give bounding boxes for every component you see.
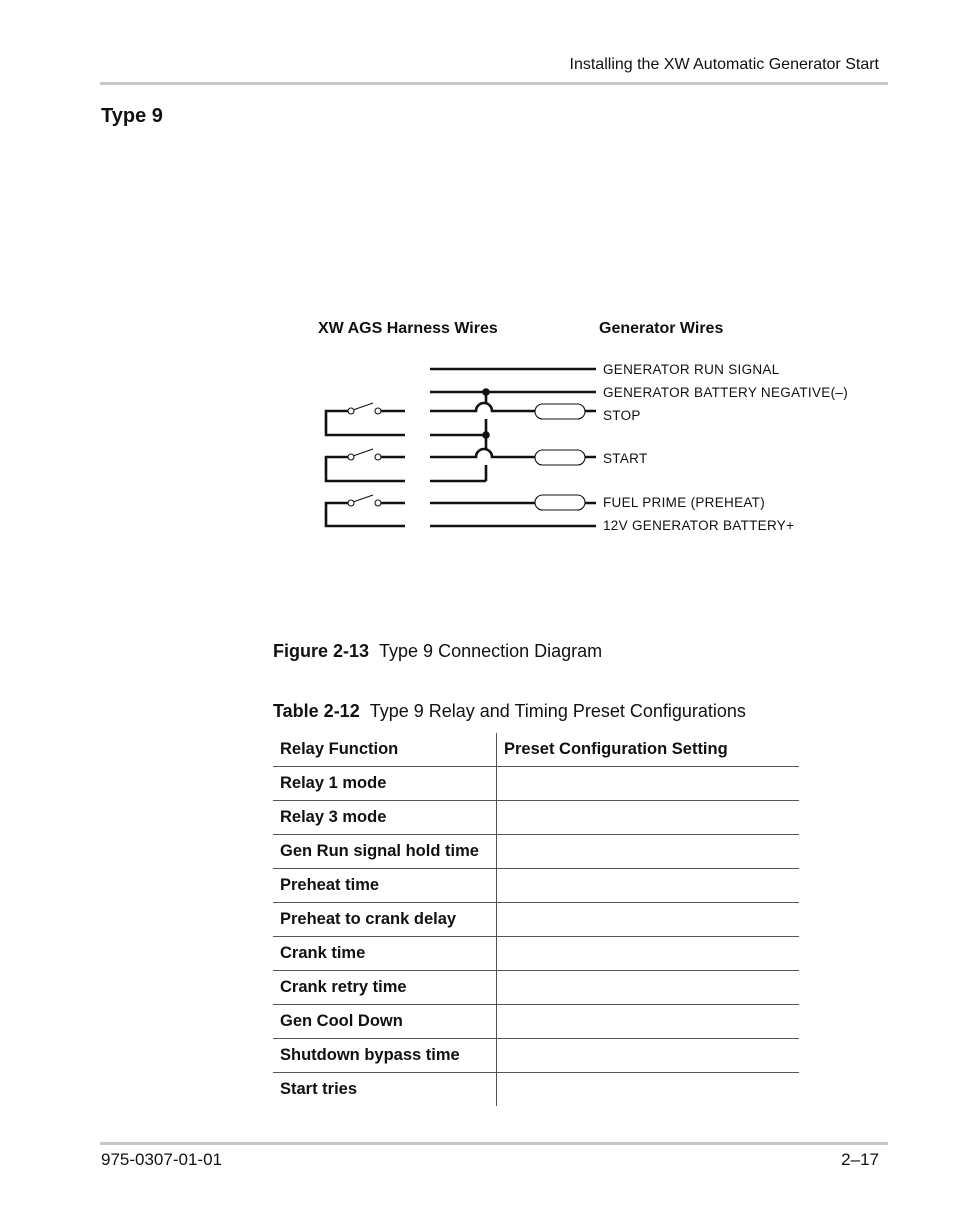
table-row (273, 1039, 799, 1073)
label-battery-negative: GENERATOR BATTERY NEGATIVE(–) (603, 385, 848, 400)
footer-rule (100, 1142, 888, 1145)
relay-function-cell: Preheat to crank delay (273, 903, 497, 937)
relay-switch-1 (326, 403, 405, 435)
junction-dot-1 (482, 388, 490, 396)
relay-function-cell: Shutdown bypass time (273, 1039, 497, 1073)
label-run-signal: GENERATOR RUN SIGNAL (603, 362, 780, 377)
diagram-left-heading: XW AGS Harness Wires (318, 320, 498, 337)
figure-number: Figure 2-13 (273, 641, 370, 661)
preset-setting-cell (497, 971, 800, 1005)
document-number: 975-0307-01-01 (101, 1150, 222, 1169)
section-heading: Type 9 (101, 105, 163, 127)
column-header-preset-setting: Preset Configuration Setting (497, 733, 800, 767)
table-row (273, 835, 799, 869)
preset-setting-cell (497, 767, 800, 801)
table-row (273, 801, 799, 835)
relay-switch-3 (326, 495, 405, 526)
inline-connector-stop (535, 404, 585, 419)
table-row (273, 937, 799, 971)
figure-caption (273, 641, 602, 662)
column-header-relay-function: Relay Function (273, 733, 497, 767)
preset-setting-cell (497, 1005, 800, 1039)
table-row (273, 1005, 799, 1039)
relay-config-table (273, 733, 799, 1106)
table-row (273, 903, 799, 937)
preset-setting-cell (497, 1073, 800, 1107)
relay-function-cell: Gen Run signal hold time (273, 835, 497, 869)
relay-function-cell: Relay 3 mode (273, 801, 497, 835)
preset-setting-cell (497, 1039, 800, 1073)
preset-setting-cell (497, 835, 800, 869)
running-header: Installing the XW Automatic Generator Start (569, 56, 879, 73)
connection-diagram (0, 0, 954, 600)
figure-title: Type 9 Connection Diagram (379, 641, 603, 661)
relay-function-cell: Crank time (273, 937, 497, 971)
preset-setting-cell (497, 869, 800, 903)
label-fuel-prime: FUEL PRIME (PREHEAT) (603, 495, 766, 510)
table-row (273, 869, 799, 903)
relay-switch-2 (326, 449, 405, 481)
inline-connector-start (535, 450, 585, 465)
page-number: 2–17 (841, 1150, 879, 1169)
relay-function-cell: Gen Cool Down (273, 1005, 497, 1039)
inline-connector-fuel-prime (535, 495, 585, 510)
relay-function-cell: Relay 1 mode (273, 767, 497, 801)
relay-function-cell: Crank retry time (273, 971, 497, 1005)
preset-setting-cell (497, 937, 800, 971)
relay-function-cell: Preheat time (273, 869, 497, 903)
label-stop: STOP (603, 408, 641, 423)
preset-setting-cell (497, 903, 800, 937)
table-row (273, 767, 799, 801)
junction-dot-2 (482, 431, 490, 439)
table-number: Table 2-12 (273, 701, 360, 721)
table-title: Type 9 Relay and Timing Preset Configurations (369, 701, 746, 721)
label-battery-positive: 12V GENERATOR BATTERY+ (603, 518, 795, 533)
table-header-row (273, 733, 799, 767)
table-caption (273, 701, 746, 722)
diagram-right-heading: Generator Wires (599, 320, 724, 337)
relay-function-cell: Start tries (273, 1073, 497, 1107)
table-row (273, 971, 799, 1005)
label-start: START (603, 451, 648, 466)
preset-setting-cell (497, 801, 800, 835)
table-row (273, 1073, 799, 1107)
